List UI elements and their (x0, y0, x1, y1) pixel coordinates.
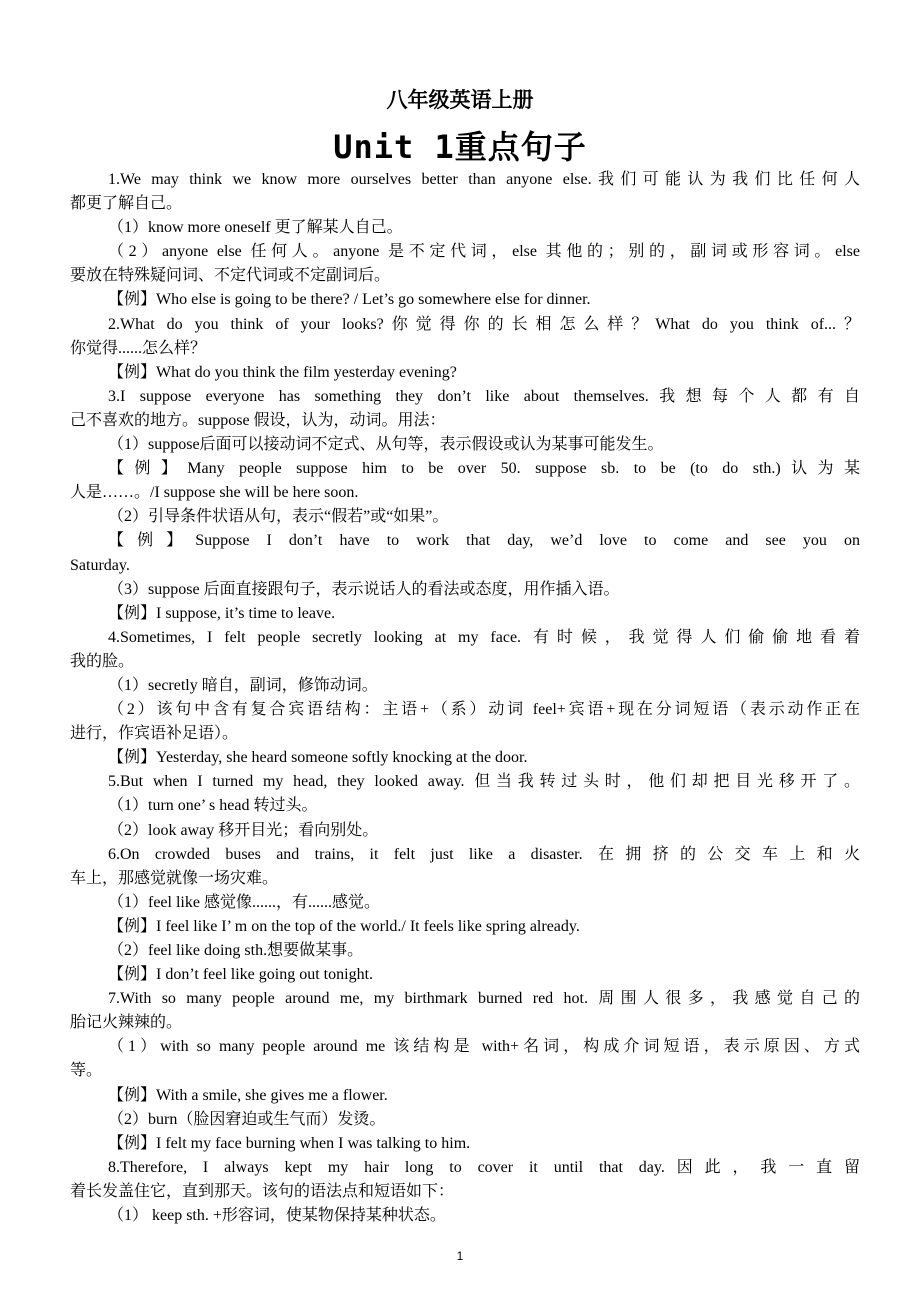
text-line: 【例】I feel like I’ m on the top of the world./ It feels like spring already. (108, 917, 580, 935)
document-title: 八年级英语上册 (386, 88, 534, 112)
text-line: 【例】I don’t feel like going out tonight. (108, 966, 374, 984)
text-line: 8.Therefore, I always kept my hair long to cover it until that day.因此，我一直留 (108, 1158, 860, 1176)
document-body (70, 168, 860, 1228)
text-line: （2）引导条件状语从句，表示“假若”或“如果”。 (108, 508, 449, 526)
text-line: （1）secretly 暗自，副词，修饰动词。 (108, 676, 378, 694)
text-line: 【例】I suppose, it’s time to leave. (108, 604, 336, 622)
text-line: 【例】Yesterday, she heard someone softly knocking at the door. (108, 749, 528, 767)
text-line: Saturday. (70, 556, 130, 574)
text-line: 【例】Suppose I don’t have to work that day, we’d love to come and see you on (108, 532, 860, 550)
text-line: 1.We may think we know more ourselves better than anyone else.我们可能认为我们比任何人 (108, 171, 860, 188)
text-line: 7.With so many people around me, my birthmark burned red hot. 周围人很多，我感觉自己的 (108, 990, 860, 1008)
text-line: 人是……。/I suppose she will be here soon. (70, 484, 359, 502)
text-line: （1）suppose后面可以接动词不定式、从句等，表示假设或认为某事可能发生。 (108, 436, 664, 454)
text-line: 【例】What do you think the film yesterday evening? (108, 363, 457, 381)
text-line: 己不喜欢的地方。suppose 假设，认为，动词。用法： (70, 411, 446, 429)
text-line: 【例】Many people suppose him to be over 50. suppose sb. to be (to do sth.)认为某 (108, 460, 860, 478)
text-line: 你觉得......怎么样？ (70, 339, 207, 357)
text-line: （1） keep sth. +形容词，使某物保持某种状态。 (108, 1207, 446, 1225)
text-line: 【例】I felt my face burning when I was talking to him. (108, 1134, 471, 1152)
text-line: （1）know more oneself 更了解某人自己。 (108, 219, 403, 237)
text-line: 2.What do you think of your looks?你觉得你的长相怎么样？What do you think of...？ (108, 315, 860, 333)
text-line: 车上，那感觉就像一场灾难。 (70, 869, 279, 887)
text-line: （1）turn one’ s head 转过头。 (108, 797, 318, 815)
text-line: 都更了解自己。 (70, 195, 183, 213)
text-line: 6.On crowded buses and trains, it felt just like a disaster. 在拥挤的公交车上和火 (108, 845, 860, 863)
document-subtitle: Unit 1重点句子 (333, 128, 587, 166)
text-line: 胎记火辣辣的。 (70, 1014, 183, 1032)
text-line: 4.Sometimes, I felt people secretly looking at my face. 有时候，我觉得人们偷偷地看着 (108, 628, 860, 646)
page-number: 1 (456, 1249, 464, 1263)
text-line: （2）feel like doing sth.想要做某事。 (108, 942, 364, 959)
text-line: （2）该句中含有复合宾语结构：主语+（系）动词 feel+宾语+现在分词短语（表示动作正在 (108, 701, 860, 719)
text-line: （1）with so many people around me 该结构是 with+名词，构成介词短语，表示原因、方式 (108, 1038, 860, 1056)
text-line: 要放在特殊疑问词、不定代词或不定副词后。 (70, 267, 391, 285)
text-line: （2）anyone else 任何人。anyone 是不定代词，else 其他的；别的，副词或形容词。else (108, 243, 860, 261)
text-line: 我的脸。 (70, 652, 135, 670)
text-line: 着长发盖住它，直到那天。该句的语法点和短语如下： (70, 1182, 455, 1200)
text-line: （1）feel like 感觉像......，有......感觉。 (108, 893, 380, 911)
text-line: （2）look away 移开目光；看向别处。 (108, 821, 379, 839)
text-line: （2）burn（脸因窘迫或生气而）发烫。 (108, 1110, 386, 1128)
text-line: 【例】With a smile, she gives me a flower. (108, 1086, 388, 1104)
text-line: 3.I suppose everyone has something they don’t like about themselves.我想每个人都有自 (108, 387, 860, 405)
text-line: 进行，作宾语补足语）。 (70, 725, 239, 743)
text-line: 【例】Who else is going to be there? / Let’s go somewhere else for dinner. (108, 291, 591, 309)
text-line: （3）suppose 后面直接跟句子，表示说话人的看法或态度，用作插入语。 (108, 580, 620, 598)
text-line: 5.But when I turned my head, they looked away. 但当我转过头时，他们却把目光移开了。 (108, 773, 860, 791)
text-line: 等。 (70, 1062, 103, 1080)
